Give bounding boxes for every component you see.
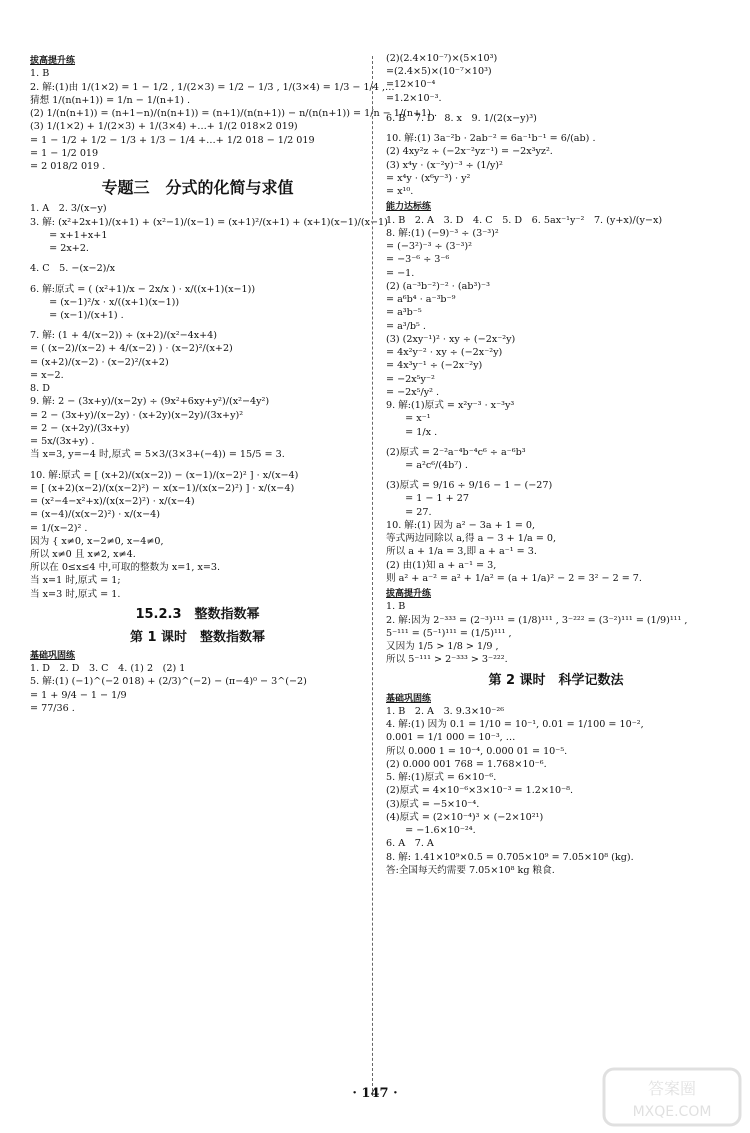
answer-line: (2) 1/(n(n+1)) = (n+1−n)/(n(n+1)) = (n+1)/(n(n+1)) − n/(n(n+1)) = 1/n − 1/(n+1) . xyxy=(30,108,438,120)
answer-line: 所以 x≠0 且 x≠2, x≠4. xyxy=(30,548,136,560)
subsection-label: 基础巩固练 xyxy=(386,693,432,704)
answer-line: 10. 解:原式 = [ (x+2)/(x(x−2)) − (x−1)/(x−2)² ] · x/(x−4) xyxy=(30,469,299,481)
answer-line: = −1. xyxy=(386,267,415,279)
answer-line: = x¹⁰. xyxy=(386,186,414,198)
answer-line: = (x−1)²/x · x/((x+1)(x−1)) xyxy=(30,296,180,308)
answer-line: 5. 解:(1)原式 = 6×10⁻⁶. xyxy=(386,772,497,784)
answer-line: = a⁶b⁴ · a⁻³b⁻⁹ xyxy=(386,294,456,306)
answer-line: (2)(2.4×10⁻⁷)×(5×10³) xyxy=(386,53,498,64)
answer-line: = 77/36 . xyxy=(30,702,75,714)
answer-line: = x⁴y · (x⁶y⁻³) · y² xyxy=(386,172,471,184)
answer-line: (3)原式 = −5×10⁻⁴. xyxy=(386,798,480,810)
answer-line: (2)原式 = 2⁻²a⁻⁴b⁻⁴c⁶ ÷ a⁻⁶b³ xyxy=(386,446,526,458)
answer-line: 1. D 2. D 3. C 4. (1) 2 (2) 1 xyxy=(30,663,186,675)
answer-line: = 5x/(3x+y) . xyxy=(30,436,95,448)
section-heading: 专题三 分式的化简与求值 xyxy=(101,178,294,198)
page-number: · 147 · xyxy=(352,1086,398,1101)
answer-line: 5⁻¹¹¹ = (5⁻¹)¹¹¹ = (1/5)¹¹¹ , xyxy=(386,627,512,639)
answer-line: (2)原式 = 4×10⁻⁶×3×10⁻³ = 1.2×10⁻⁸. xyxy=(386,785,574,797)
answer-line: 10. 解:(1) 3a⁻²b · 2ab⁻² = 6a⁻¹b⁻¹ = 6/(ab) . xyxy=(386,133,596,145)
answer-line: = 1 − 1/2 019 xyxy=(30,147,99,159)
answer-line: = (−3²)⁻³ ÷ (3⁻³)² xyxy=(386,241,472,253)
subsection-label: 拔高提升练 xyxy=(30,56,76,66)
answer-line: 所以 a + 1/a = 3,即 a + a⁻¹ = 3. xyxy=(386,546,537,558)
answer-line: = x+1+x+1 xyxy=(30,229,108,241)
answer-line: =12×10⁻⁴ xyxy=(386,79,436,91)
answer-line: 4. C 5. −(x−2)/x xyxy=(30,263,116,275)
spacer xyxy=(386,472,726,479)
svg-text:答案圈: 答案圈 xyxy=(647,1079,697,1098)
answer-line: = −2x⁵/y² . xyxy=(386,386,440,398)
answer-line: = 2 − (3x+y)/(x−2y) · (x+2y)(x−2y)/(3x+y)² xyxy=(30,409,244,421)
answer-line: 9. 解: 2 − (3x+y)/(x−2y) ÷ (9x²+6xy+y²)/(x²−4y²) xyxy=(30,396,270,408)
svg-text:MXQE.COM: MXQE.COM xyxy=(632,1104,712,1120)
answer-line: (2) 0.000 001 768 = 1.768×10⁻⁶. xyxy=(386,758,547,770)
answer-line: 6. B 7. D 8. x 9. 1/(2(x−y)³) xyxy=(386,112,537,124)
section-heading: 第 2 课时 科学记数法 xyxy=(488,672,624,688)
answer-line: 8. 解:(1) (−9)⁻³ ÷ (3⁻³)² xyxy=(386,227,499,239)
column-divider xyxy=(372,56,373,1096)
answer-line: (3) (2xy⁻¹)² · xy ÷ (−2x⁻²y) xyxy=(386,333,516,345)
spacer xyxy=(386,105,726,112)
answer-line: = 1 − 1 + 27 xyxy=(386,493,469,505)
answer-line: = −3⁻⁶ ÷ 3⁻⁶ xyxy=(386,254,450,266)
answer-line: 1. B xyxy=(30,68,50,80)
answer-line: = 2 − (x+2y)/(3x+y) xyxy=(30,422,130,434)
answer-line: 因为 { x≠0, x−2≠0, x−4≠0, xyxy=(30,535,164,547)
answer-line: 4. 解:(1) 因为 0.1 = 1/10 = 10⁻¹, 0.01 = 1/100 = 10⁻², xyxy=(386,719,644,731)
answer-line: = −2x⁵y⁻² xyxy=(386,373,435,385)
spacer xyxy=(30,255,365,262)
watermark-logo xyxy=(602,1067,742,1127)
spacer xyxy=(30,462,365,469)
answer-line: = [ (x+2)(x−2)/(x(x−2)²) − x(x−1)/(x(x−2)²) ] · x/(x−4) xyxy=(30,482,295,494)
answer-line: 等式两边同除以 a,得 a − 3 + 1/a = 0, xyxy=(386,533,557,545)
answer-line: 猜想 1/(n(n+1)) = 1/n − 1/(n+1) . xyxy=(30,94,191,106)
answer-line: 3. 解: (x²+2x+1)/(x+1) + (x²−1)/(x−1) = (x+1)²/(x+1) + (x+1)(x−1)/(x−1) xyxy=(30,216,388,228)
answer-line: 7. 解: (1 + 4/(x−2)) ÷ (x+2)/(x²−4x+4) xyxy=(30,330,218,342)
subsection-label: 能力达标练 xyxy=(386,202,432,213)
answer-line: (3) x⁴y · (x⁻²y)⁻³ ÷ (1/y)² xyxy=(386,159,503,171)
answer-line: 8. D xyxy=(30,383,50,395)
spacer xyxy=(386,125,726,132)
answer-line: = x−2. xyxy=(30,369,64,381)
answer-line: 又因为 1/5 > 1/8 > 1/9 , xyxy=(386,641,499,653)
answer-line: = 1/x . xyxy=(386,426,438,438)
answer-line: = 4x³y⁻¹ ÷ (−2x⁻²y) xyxy=(386,360,483,372)
answer-line: 6. 解:原式 = ( (x²+1)/x − 2x/x ) · x/((x+1)(x−1)) xyxy=(30,283,256,295)
answer-line: = 1 + 9/4 − 1 − 1/9 xyxy=(30,689,127,701)
answer-line: = (x²−4−x²+x)/(x(x−2)²) · x/(x−4) xyxy=(30,496,195,508)
answer-line: 1. B 2. A 3. 9.3×10⁻²⁶ xyxy=(386,706,505,717)
answer-line: (4)原式 = (2×10⁻⁴)³ × (−2×10²¹) xyxy=(386,811,544,823)
answer-line: = (x−1)/(x+1) . xyxy=(30,310,124,321)
answer-line: (2) 4xy²z ÷ (−2x⁻²yz⁻¹) = −2x³yz². xyxy=(386,146,553,158)
answer-line: 1. A 2. 3/(x−y) xyxy=(30,203,107,215)
subsection-label: 拔高提升练 xyxy=(386,589,432,600)
answer-line: 8. 解: 1.41×10⁹×0.5 = 0.705×10⁹ = 7.05×10⁸ (kg). xyxy=(386,851,634,863)
answer-line: 答:全国每天约需要 7.05×10⁸ kg 粮食. xyxy=(386,864,555,876)
answer-line: (2) (a⁻³b⁻²)⁻² · (ab³)⁻³ xyxy=(386,280,490,292)
answer-line: 2. 解:(1)由 1/(1×2) = 1 − 1/2 , 1/(2×3) = 1/2 − 1/3 , 1/(3×4) = 1/3 − 1/4 ,… xyxy=(30,81,395,93)
answer-line: = 1/(x−2)² . xyxy=(30,522,88,534)
answer-line: = −1.6×10⁻²⁴. xyxy=(386,825,476,837)
answer-line: =(2.4×5)×(10⁻⁷×10³) xyxy=(386,66,492,78)
answer-line: 10. 解:(1) 因为 a² − 3a + 1 = 0, xyxy=(386,519,536,531)
answer-line: 9. 解:(1)原式 = x²y⁻³ · x⁻³y³ xyxy=(386,400,515,412)
answer-line: 所以 5⁻¹¹¹ > 2⁻³³³ > 3⁻²²². xyxy=(386,654,508,666)
answer-line: 6. A 7. A xyxy=(386,838,434,850)
answer-line: = ( (x−2)/(x−2) + 4/(x−2) ) · (x−2)²/(x+2) xyxy=(30,343,233,355)
answer-line: = a³/b⁵ . xyxy=(386,320,426,332)
answer-line: = 1 − 1/2 + 1/2 − 1/3 + 1/3 − 1/4 +…+ 1/2 018 − 1/2 019 xyxy=(30,134,315,146)
answer-line: (3) 1/(1×2) + 1/(2×3) + 1/(3×4) +…+ 1/(2 018×2 019) xyxy=(30,121,298,133)
answer-line: (2) 由(1)知 a + a⁻¹ = 3, xyxy=(386,559,497,571)
answer-line: (3)原式 = 9/16 ÷ 9/16 − 1 − (−27) xyxy=(386,480,553,492)
answer-line: 1. B 2. A 3. D 4. C 5. D 6. 5ax⁻¹y⁻² 7. (y+x)/(y−x) xyxy=(386,214,663,226)
answer-line: = 4x²y⁻² · xy ÷ (−2x⁻²y) xyxy=(386,347,503,359)
answer-line: =1.2×10⁻³. xyxy=(386,92,442,104)
right-column xyxy=(386,52,726,877)
answer-line: 0.001 = 1/1 000 = 10⁻³, … xyxy=(386,732,516,744)
answer-line: = 2x+2. xyxy=(30,243,89,255)
answer-line: = (x+2)/(x−2) · (x−2)²/(x+2) xyxy=(30,356,169,368)
answer-line: = a²c⁶/(4b⁷) . xyxy=(386,459,468,471)
section-heading: 15.2.3 整数指数幂 xyxy=(135,606,260,622)
answer-line: 当 x=3, y=−4 时,原式 = 5×3/(3×3+(−4)) = 15/5 = 3. xyxy=(30,449,285,461)
spacer xyxy=(30,276,365,283)
answer-line: 当 x=3 时,原式 = 1. xyxy=(30,588,121,600)
spacer xyxy=(30,322,365,329)
answer-line: 2. 解:因为 2⁻³³³ = (2⁻³)¹¹¹ = (1/8)¹¹¹ , 3⁻²²² = (3⁻²)¹¹¹ = (1/9)¹¹¹ , xyxy=(386,614,688,626)
answer-line: 则 a² + a⁻² = a² + 1/a² = (a + 1/a)² − 2 = 3² − 2 = 7. xyxy=(386,572,642,584)
answer-line: 所以 0.000 1 = 10⁻⁴, 0.000 01 = 10⁻⁵. xyxy=(386,745,568,757)
subsection-label: 基础巩固练 xyxy=(30,650,76,661)
answer-line: = 2 018/2 019 . xyxy=(30,161,106,173)
answer-line: = (x−4)/(x(x−2)²) · x/(x−4) xyxy=(30,509,160,521)
section-heading: 第 1 课时 整数指数幂 xyxy=(129,629,266,645)
answer-line: 5. 解:(1) (−1)^(−2 018) + (2/3)^(−2) − (π−4)⁰ − 3^(−2) xyxy=(30,676,307,688)
answer-line: = 27. xyxy=(386,506,432,518)
spacer xyxy=(386,439,726,446)
answer-line: 所以在 0≤x≤4 中,可取的整数为 x=1, x=3. xyxy=(30,562,221,574)
answer-line: = x⁻¹ xyxy=(386,413,431,425)
answer-line: 1. B xyxy=(386,601,406,613)
answer-line: 当 x=1 时,原式 = 1; xyxy=(30,575,121,587)
answer-line: = a³b⁻⁵ xyxy=(386,307,422,319)
